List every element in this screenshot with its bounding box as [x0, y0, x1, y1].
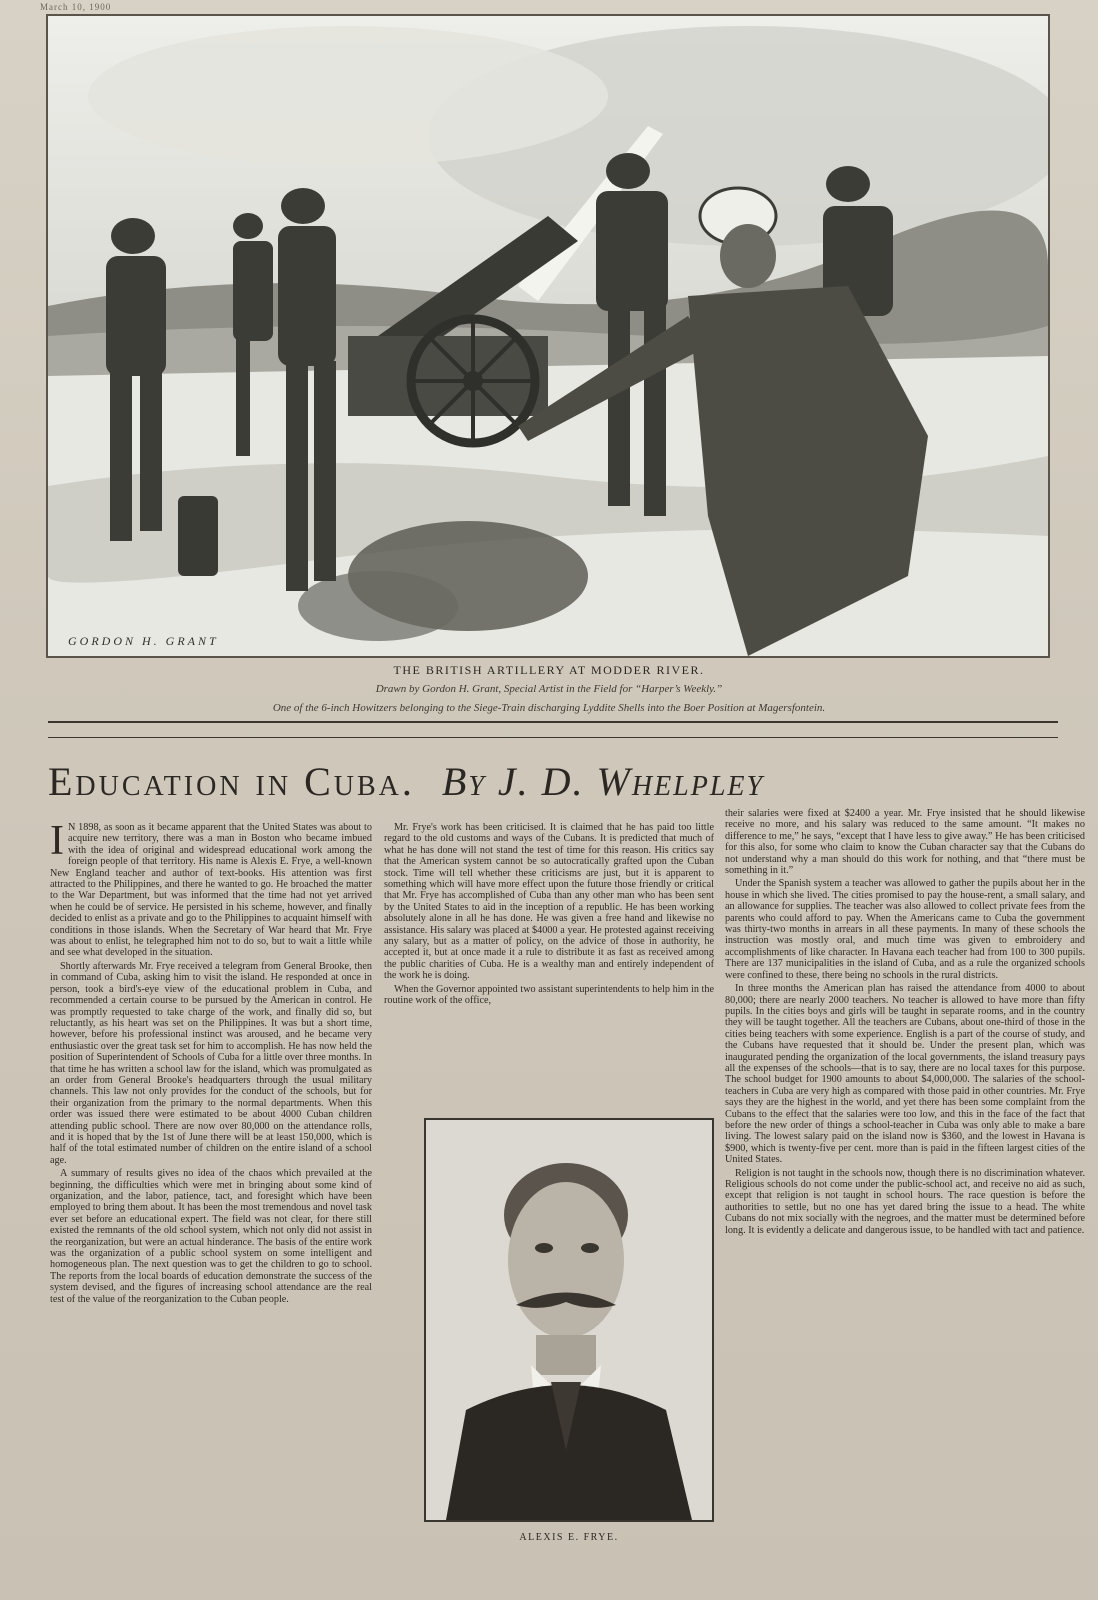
illustration-description: One of the 6-inch Howitzers belonging to the Siege-Train discharging Lyddite Shells into the Boer Position at Magersfontein.	[272, 702, 826, 714]
paragraph: When the Governor appointed two assistant superintendents to help him in the routine work of the office,	[384, 983, 714, 1007]
portrait-caption: ALEXIS E. FRYE.	[519, 1532, 619, 1543]
article-column-3	[725, 808, 1085, 1598]
paragraph: their salaries were fixed at $2400 a year. Mr. Frye insisted that he should likewise receive no more, and his salary was reduced to the same amount. “It makes no difference to me,” he says, “except that I have less to give away.” He has been criticised for this also, for some who claim to know the Cuban character say that the Cubans do not understand why a man should do this work for nothing, and that “there must be something in it.”	[725, 808, 1085, 877]
article-byline: By J. D. Whelpley	[441, 759, 765, 804]
divider-rule-thin	[48, 737, 1058, 738]
artillery-illustration	[46, 14, 1050, 658]
illustration-credit: Drawn by Gordon H. Grant, Special Artist in the Field for “Harper’s Weekly.”	[375, 683, 723, 695]
paragraph: Mr. Frye's work has been criticised. It is claimed that he has paid too little regard to the old customs and ways of the Cubans. It is predicted that much of what he has done will not stand the test of time for this reason. His critics say that the American system cannot be so autocratically grafted upon the Cuban stock. Time will tell whether these criticisms are just, but it is apparent to something which will have more effect upon the future those friendly or critical that Mr. Frye has accomplished of Cuba than any other man who has been sent by the United States to aid in the inception of a republic. He has been working absolutely alone in all he has done. He was given a free hand and likewise no assistance. His salary was placed at $4000 a year. He protested against receiving any salary, but as a matter of policy, on the advice of those in authority, he accepted it, but at once made it a rule to distribute it as fast as received among the public charities of Cuba. He is a wealthy man and entirely independent of the work he is doing.	[384, 822, 714, 982]
paragraph: In three months the American plan has raised the attendance from 4000 to about 80,000; there are nearly 2000 teachers. No teacher is allowed to have more than fifty pupils. In the cities boys and girls will be taught in separate rooms, and in the country they will be taught together. All the teachers are Cubans, about one-third of those in the cities being teachers with some experience. English is a part of the course of study, and the Cubans have requested that it should be. Under the present plan, which was inaugurated pending the organization of the local governments, the island treasury pays all the expenses of the schools—that is to say, there are no local taxes for this purpose. The school budget for 1900 amounts to about $4,000,000. The salaries of the school-teachers in Cuba are very high as compared with those paid in other countries. Mr. Frye says they are the highest in the world, and yet there has been some complaint from the Cubans to the effect that the salaries were too low, and this in the face of the fact that before the new order of things a school-teacher in Cuba was only able to make a bare living. The lowest salary paid on the island now is $360, and the lowest in Havana is $900, which is twenty-five per cent. more than is paid in the fifteen largest cities of the United States.	[725, 983, 1085, 1166]
headline-text: Education in Cuba.	[48, 759, 415, 804]
portrait-drawing	[426, 1120, 712, 1520]
drop-cap: I	[50, 818, 64, 864]
paragraph: Shortly afterwards Mr. Frye received a telegram from General Brooke, then in command of Cuba, asking him to visit the island. He responded at once in person, took a bird's-eye view of the educational problem in Cuba, and recommended a certain course to be pursued by the American in control. He was promptly requested to take charge of the work, and finally did so, but reluctantly, as his heart was set on the Philippines. It was but a short time, however, before his professional instinct was aroused, and he became very enthusiastic over the great task set for him to accomplish. He has now held the position of Superintendent of Schools of Cuba for a little over three months. In that time he has written a school law for the island, which was promulgated as an order from General Brooke's headquarters through the usual military channels. This law not only provides for the conduct of the schools, but for their organization from the primary to the normal departments. When this order was issued there were estimated to be about 4000 Cuban children attending public school. There are now over 80,000 on the attendance rolls, and it is hoped that by the 1st of June there will be at least 150,000, which is half of the total estimated number of children on the entire island of a school age.	[50, 960, 372, 1166]
paragraph: Religion is not taught in the schools now, though there is no discrimination whatever. Religious schools do not come under the public-school act, and receive no aid as such, except that religion is not taught in school hours. The race question is before the authorities to settle, but no one has yet dared bring the issue to a head. The white Cubans do not mix socially with the negroes, and the matter must be determined before long. It is evidently a delicate and dangerous issue, to be handled with tact and patience.	[725, 1167, 1085, 1236]
article-column-1	[50, 818, 372, 1572]
paragraph: A summary of results gives no idea of the chaos which prevailed at the beginning, the difficulties which were met in bringing about some kind of organization, and the labor, patience, tact, and foresight which have been employed to bring them about. It has been the most tremendous and novel task ever set before an educational expert. The field was not clear, for there still existed the remnants of the old school system, which not only did not assist in the reorganization, but were an actual hinderance. The basis of the entire work was the organization of a public school system on some intelligent and homogeneous plan. The next question was to get the children to go to school. The reports from the local boards of education demonstrate the success of the system devised, and the figures of increasing school attendance are the real test of the value of the reorganization to the Cuban people.	[50, 1168, 372, 1305]
article-headline	[48, 758, 1088, 805]
illustration-title: THE BRITISH ARTILLERY AT MODDER RIVER.	[393, 663, 705, 677]
paragraph: Under the Spanish system a teacher was allowed to gather the pupils about her in the house in which she lived. The cities promised to pay the house-rent, a small salary, and an allowance for supplies. The teacher was also allowed to collect private fees from the parents who could afford to pay. When the Americans came to Cuba the government was thirty-two months in arrears in all these payments. In many of these schools the instruction was mostly oral, and much time was given to embroidery and accomplishments of like character. In Havana each teacher had from 100 to 300 pupils. There are 137 municipalities in the island of Cuba, and as a rule the organized schools were confined to these, there being no schools in the rural districts.	[725, 878, 1085, 981]
masthead-date: March 10, 1900	[40, 2, 112, 12]
artist-signature: GORDON H. GRANT	[68, 634, 219, 648]
portrait-photo	[424, 1118, 714, 1522]
artillery-drawing	[48, 16, 1048, 656]
divider-rule	[48, 721, 1058, 723]
article-column-2	[384, 822, 714, 1007]
paragraph: N 1898, as soon as it became apparent that the United States was about to acquire new territory, there was a man in Boston who became imbued with the idea of original and widespread educational work among the foreign people of that territory. His name is Alexis E. Frye, a well-known New England teacher and author of text-books. His attention was first attracted to the Philippines, and there he wanted to go. He broached the matter to the War Department, but was informed that the time had not yet arrived when he could be of service. He persisted in his scheme, however, and finally decided to enlist as a private and go to the Philippines to acquaint himself with conditions in those islands. When the Secretary of War heard that Mr. Frye was about to enlist, he telegraphed him not to do so, but to wait a little while and see what developed in the situation.	[50, 822, 372, 959]
